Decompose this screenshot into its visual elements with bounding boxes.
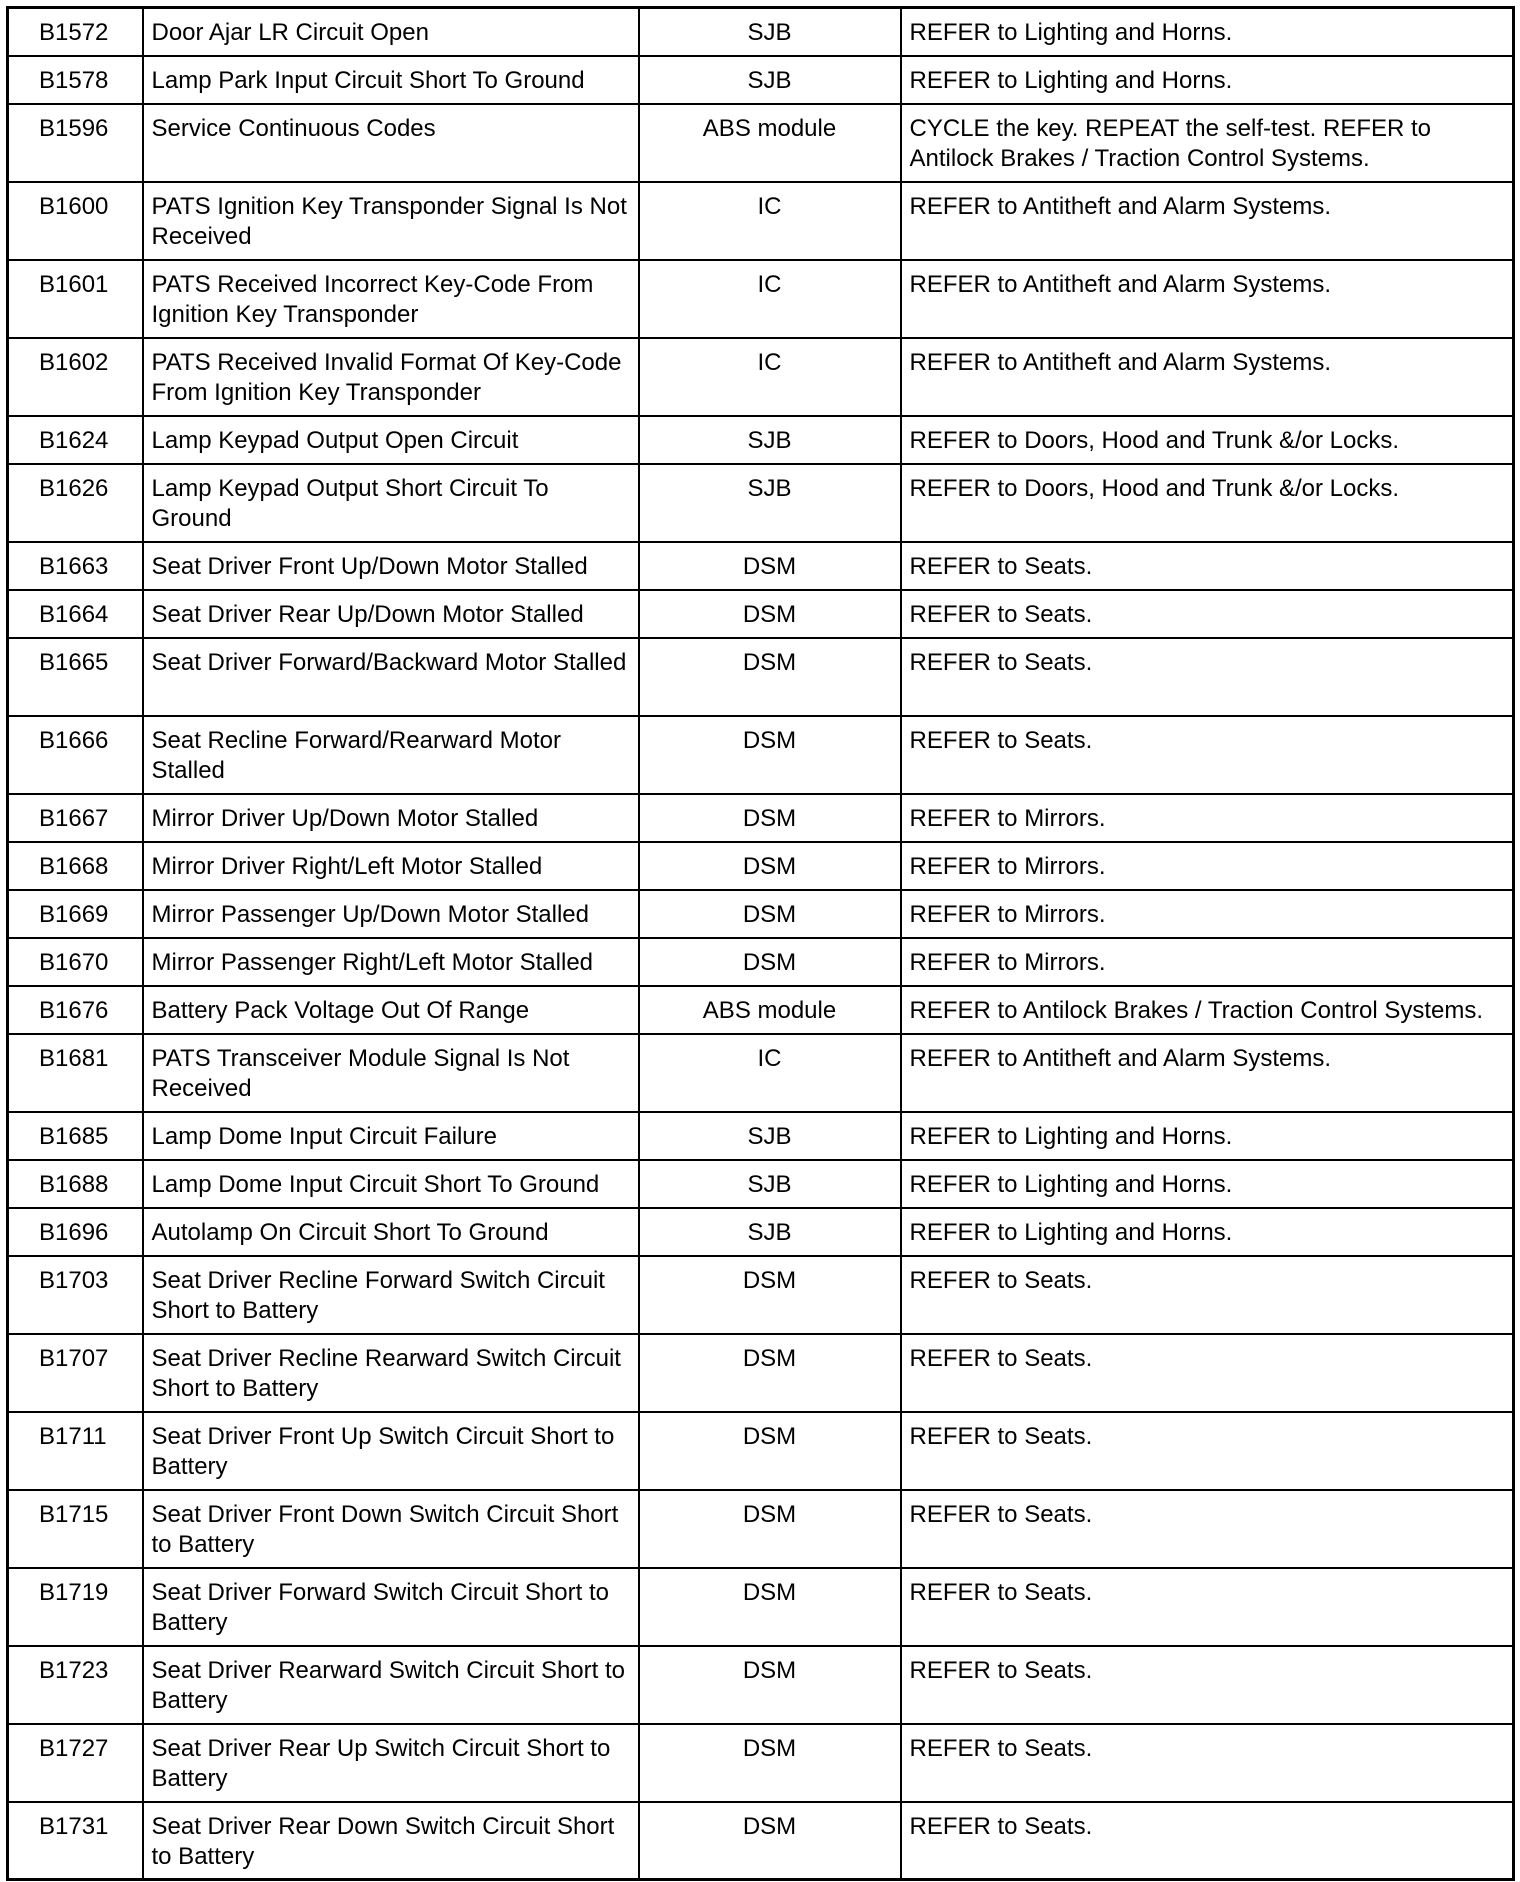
table-row (8, 542, 1514, 590)
dtc-module-cell: IC (639, 1034, 901, 1112)
dtc-description-cell: Mirror Passenger Up/Down Motor Stalled (143, 890, 639, 938)
dtc-code-cell: B1685 (8, 1112, 143, 1160)
dtc-action-cell: REFER to Lighting and Horns. (901, 1208, 1514, 1256)
table-row (8, 890, 1514, 938)
dtc-description-cell: Lamp Keypad Output Short Circuit To Ground (143, 464, 639, 542)
dtc-action-cell: REFER to Antitheft and Alarm Systems. (901, 260, 1514, 338)
dtc-code-cell: B1731 (8, 1802, 143, 1880)
dtc-description-cell: Lamp Park Input Circuit Short To Ground (143, 56, 639, 104)
table-row (8, 1208, 1514, 1256)
dtc-description-cell: Seat Driver Recline Forward Switch Circuit Short to Battery (143, 1256, 639, 1334)
dtc-description-cell: Seat Driver Front Up Switch Circuit Short to Battery (143, 1412, 639, 1490)
dtc-module-cell: IC (639, 182, 901, 260)
table-row (8, 1568, 1514, 1646)
dtc-description-cell: Seat Driver Rear Down Switch Circuit Short to Battery (143, 1802, 639, 1880)
dtc-module-cell: IC (639, 338, 901, 416)
table-row (8, 104, 1514, 182)
dtc-module-cell: DSM (639, 1568, 901, 1646)
dtc-code-cell: B1626 (8, 464, 143, 542)
dtc-description-cell: Seat Driver Forward Switch Circuit Short to Battery (143, 1568, 639, 1646)
dtc-code-cell: B1727 (8, 1724, 143, 1802)
dtc-action-cell: REFER to Doors, Hood and Trunk &/or Locks. (901, 416, 1514, 464)
table-row (8, 464, 1514, 542)
table-row (8, 260, 1514, 338)
dtc-module-cell: DSM (639, 1490, 901, 1568)
dtc-description-cell: Seat Driver Front Up/Down Motor Stalled (143, 542, 639, 590)
dtc-code-cell: B1600 (8, 182, 143, 260)
dtc-description-cell: PATS Ignition Key Transponder Signal Is Not Received (143, 182, 639, 260)
dtc-code-cell: B1667 (8, 794, 143, 842)
dtc-description-cell: Battery Pack Voltage Out Of Range (143, 986, 639, 1034)
dtc-code-cell: B1723 (8, 1646, 143, 1724)
dtc-description-cell: Seat Driver Forward/Backward Motor Stalled (143, 638, 639, 716)
dtc-code-cell: B1602 (8, 338, 143, 416)
dtc-module-cell: DSM (639, 938, 901, 986)
dtc-module-cell: SJB (639, 416, 901, 464)
table-row (8, 182, 1514, 260)
dtc-action-cell: REFER to Antilock Brakes / Traction Control Systems. (901, 986, 1514, 1034)
dtc-description-cell: Seat Driver Recline Rearward Switch Circuit Short to Battery (143, 1334, 639, 1412)
dtc-code-cell: B1703 (8, 1256, 143, 1334)
dtc-description-cell: Mirror Driver Right/Left Motor Stalled (143, 842, 639, 890)
dtc-code-cell: B1663 (8, 542, 143, 590)
dtc-description-cell: Service Continuous Codes (143, 104, 639, 182)
dtc-code-cell: B1670 (8, 938, 143, 986)
dtc-code-cell: B1624 (8, 416, 143, 464)
table-row (8, 1490, 1514, 1568)
dtc-action-cell: REFER to Seats. (901, 1646, 1514, 1724)
dtc-code-cell: B1696 (8, 1208, 143, 1256)
dtc-code-cell: B1719 (8, 1568, 143, 1646)
table-row (8, 1724, 1514, 1802)
dtc-description-cell: Seat Driver Front Down Switch Circuit Short to Battery (143, 1490, 639, 1568)
dtc-module-cell: DSM (639, 716, 901, 794)
dtc-module-cell: SJB (639, 464, 901, 542)
dtc-code-cell: B1668 (8, 842, 143, 890)
dtc-code-cell: B1666 (8, 716, 143, 794)
dtc-code-cell: B1578 (8, 56, 143, 104)
table-row (8, 1802, 1514, 1880)
dtc-table-body (8, 8, 1514, 1880)
table-row (8, 716, 1514, 794)
dtc-action-cell: REFER to Antitheft and Alarm Systems. (901, 338, 1514, 416)
dtc-code-cell: B1707 (8, 1334, 143, 1412)
dtc-action-cell: CYCLE the key. REPEAT the self-test. REFER to Antilock Brakes / Traction Control Systems. (901, 104, 1514, 182)
dtc-action-cell: REFER to Mirrors. (901, 842, 1514, 890)
dtc-module-cell: SJB (639, 8, 901, 56)
dtc-module-cell: DSM (639, 542, 901, 590)
dtc-code-cell: B1572 (8, 8, 143, 56)
table-row (8, 638, 1514, 716)
table-row (8, 938, 1514, 986)
dtc-description-cell: PATS Received Incorrect Key-Code From Ignition Key Transponder (143, 260, 639, 338)
dtc-action-cell: REFER to Seats. (901, 590, 1514, 638)
dtc-description-cell: Lamp Keypad Output Open Circuit (143, 416, 639, 464)
dtc-module-cell: DSM (639, 1802, 901, 1880)
dtc-module-cell: DSM (639, 794, 901, 842)
dtc-action-cell: REFER to Lighting and Horns. (901, 1112, 1514, 1160)
dtc-description-cell: Lamp Dome Input Circuit Short To Ground (143, 1160, 639, 1208)
dtc-action-cell: REFER to Seats. (901, 1724, 1514, 1802)
table-row (8, 986, 1514, 1034)
dtc-description-cell: PATS Transceiver Module Signal Is Not Received (143, 1034, 639, 1112)
dtc-action-cell: REFER to Seats. (901, 542, 1514, 590)
dtc-action-cell: REFER to Mirrors. (901, 890, 1514, 938)
table-row (8, 416, 1514, 464)
dtc-action-cell: REFER to Mirrors. (901, 794, 1514, 842)
dtc-description-cell: Lamp Dome Input Circuit Failure (143, 1112, 639, 1160)
dtc-action-cell: REFER to Lighting and Horns. (901, 56, 1514, 104)
dtc-table (6, 6, 1515, 1881)
table-row (8, 794, 1514, 842)
dtc-action-cell: REFER to Antitheft and Alarm Systems. (901, 182, 1514, 260)
dtc-description-cell: Autolamp On Circuit Short To Ground (143, 1208, 639, 1256)
dtc-module-cell: SJB (639, 1112, 901, 1160)
table-row (8, 590, 1514, 638)
dtc-module-cell: DSM (639, 1646, 901, 1724)
table-row (8, 1646, 1514, 1724)
dtc-module-cell: SJB (639, 1208, 901, 1256)
dtc-code-cell: B1664 (8, 590, 143, 638)
dtc-action-cell: REFER to Seats. (901, 1568, 1514, 1646)
table-row (8, 1112, 1514, 1160)
dtc-action-cell: REFER to Seats. (901, 638, 1514, 716)
dtc-code-cell: B1669 (8, 890, 143, 938)
table-row (8, 338, 1514, 416)
dtc-module-cell: ABS module (639, 104, 901, 182)
table-row (8, 1160, 1514, 1208)
dtc-action-cell: REFER to Doors, Hood and Trunk &/or Locks. (901, 464, 1514, 542)
dtc-module-cell: DSM (639, 890, 901, 938)
table-row (8, 56, 1514, 104)
dtc-description-cell: Seat Driver Rear Up Switch Circuit Short to Battery (143, 1724, 639, 1802)
dtc-action-cell: REFER to Lighting and Horns. (901, 8, 1514, 56)
dtc-module-cell: DSM (639, 1412, 901, 1490)
dtc-description-cell: PATS Received Invalid Format Of Key-Code From Ignition Key Transponder (143, 338, 639, 416)
dtc-code-cell: B1715 (8, 1490, 143, 1568)
dtc-module-cell: SJB (639, 1160, 901, 1208)
dtc-code-cell: B1676 (8, 986, 143, 1034)
dtc-code-cell: B1601 (8, 260, 143, 338)
dtc-description-cell: Mirror Passenger Right/Left Motor Stalled (143, 938, 639, 986)
dtc-module-cell: DSM (639, 842, 901, 890)
dtc-action-cell: REFER to Seats. (901, 716, 1514, 794)
dtc-description-cell: Mirror Driver Up/Down Motor Stalled (143, 794, 639, 842)
dtc-code-cell: B1711 (8, 1412, 143, 1490)
dtc-module-cell: DSM (639, 1256, 901, 1334)
dtc-action-cell: REFER to Antitheft and Alarm Systems. (901, 1034, 1514, 1112)
dtc-description-cell: Seat Driver Rearward Switch Circuit Short to Battery (143, 1646, 639, 1724)
dtc-module-cell: SJB (639, 56, 901, 104)
table-row (8, 842, 1514, 890)
dtc-module-cell: DSM (639, 590, 901, 638)
dtc-action-cell: REFER to Seats. (901, 1802, 1514, 1880)
dtc-action-cell: REFER to Seats. (901, 1256, 1514, 1334)
dtc-description-cell: Seat Driver Rear Up/Down Motor Stalled (143, 590, 639, 638)
table-row (8, 1256, 1514, 1334)
dtc-code-cell: B1596 (8, 104, 143, 182)
dtc-module-cell: IC (639, 260, 901, 338)
dtc-module-cell: DSM (639, 1334, 901, 1412)
dtc-action-cell: REFER to Mirrors. (901, 938, 1514, 986)
dtc-code-cell: B1665 (8, 638, 143, 716)
dtc-action-cell: REFER to Seats. (901, 1412, 1514, 1490)
dtc-action-cell: REFER to Seats. (901, 1490, 1514, 1568)
table-row (8, 1034, 1514, 1112)
table-row (8, 1334, 1514, 1412)
dtc-module-cell: ABS module (639, 986, 901, 1034)
dtc-module-cell: DSM (639, 638, 901, 716)
dtc-code-cell: B1681 (8, 1034, 143, 1112)
dtc-action-cell: REFER to Seats. (901, 1334, 1514, 1412)
dtc-module-cell: DSM (639, 1724, 901, 1802)
table-row (8, 8, 1514, 56)
table-row (8, 1412, 1514, 1490)
dtc-action-cell: REFER to Lighting and Horns. (901, 1160, 1514, 1208)
dtc-description-cell: Seat Recline Forward/Rearward Motor Stalled (143, 716, 639, 794)
dtc-description-cell: Door Ajar LR Circuit Open (143, 8, 639, 56)
dtc-code-cell: B1688 (8, 1160, 143, 1208)
